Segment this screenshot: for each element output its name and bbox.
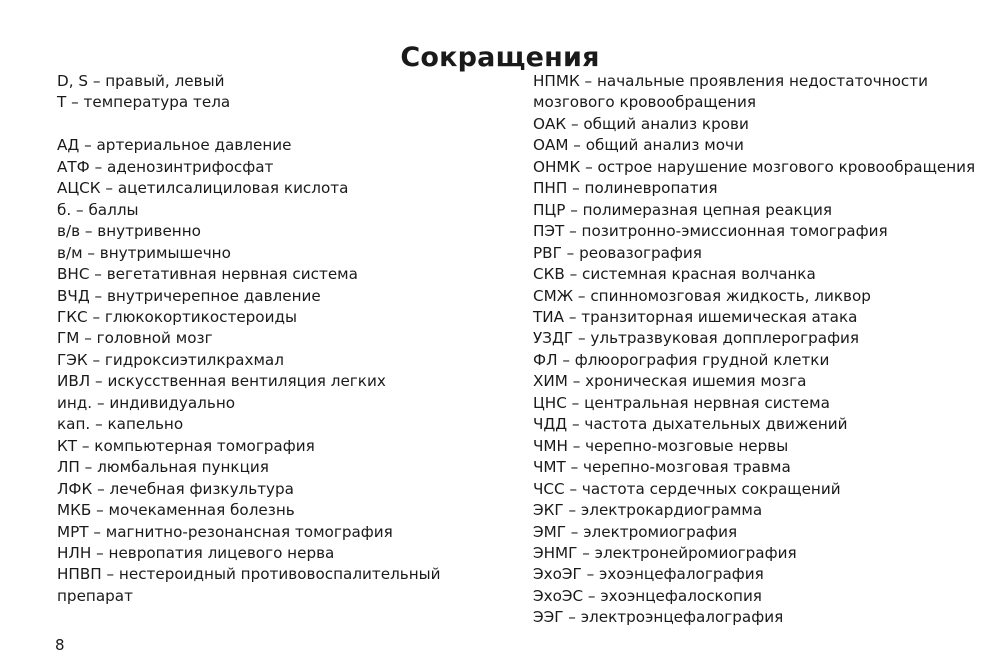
abbreviation-entry: ИВЛ – искусственная вентиляция легких bbox=[57, 372, 386, 391]
abbreviation-entry: НПМК – начальные проявления недостаточности bbox=[533, 72, 928, 90]
abbreviation-entry: ЛП – люмбальная пункция bbox=[57, 458, 269, 477]
abbreviation-entry: ОАК – общий анализ крови bbox=[533, 114, 749, 133]
abbreviation-entry: ГКС – глюкокортикостероиды bbox=[57, 307, 297, 326]
abbreviation-entry: ЛФК – лечебная физкультура bbox=[57, 479, 294, 498]
blank-line bbox=[57, 114, 477, 135]
abbreviation-entry: ЭЭГ – электроэнцефалография bbox=[533, 608, 784, 627]
abbreviation-entry: НЛН – невропатия лицевого нерва bbox=[57, 543, 335, 562]
abbreviation-entry: ЧСС – частота сердечных сокращений bbox=[533, 479, 841, 498]
abbreviation-entry: ЧМН – черепно-мозговые нервы bbox=[533, 436, 789, 455]
abbreviation-entry: ГЭК – гидроксиэтилкрахмал bbox=[57, 350, 284, 369]
abbreviation-entry: ЭхоЭС – эхоэнцефалоскопия bbox=[533, 586, 762, 605]
left-abbreviation-column bbox=[57, 71, 477, 607]
abbreviation-entry: ЭНМГ – электронейромиография bbox=[533, 543, 797, 562]
abbreviation-entry: D, S – правый, левый bbox=[57, 72, 225, 90]
page-title: Сокращения bbox=[400, 42, 600, 74]
abbreviation-entry: ОАМ – общий анализ мочи bbox=[533, 136, 744, 155]
abbreviation-entry: АТФ – аденозинтрифосфат bbox=[57, 157, 274, 176]
abbreviation-entry: ЦНС – центральная нервная система bbox=[533, 393, 830, 412]
abbreviation-entry: ЭМГ – электромиография bbox=[533, 522, 738, 541]
abbreviation-entry: СМЖ – спинномозговая жидкость, ликвор bbox=[533, 286, 871, 305]
abbreviation-entry: АД – артериальное давление bbox=[57, 136, 292, 155]
abbreviation-entry: РВГ – реовазография bbox=[533, 243, 702, 262]
abbreviation-entry: ЧДД – частота дыхательных движений bbox=[533, 415, 848, 434]
abbreviation-entry: ЭКГ – электрокардиограмма bbox=[533, 501, 763, 520]
abbreviation-entry: НПВП – нестероидный противовоспалительный bbox=[57, 565, 441, 584]
abbreviation-entry: в/в – внутривенно bbox=[57, 222, 201, 241]
abbreviation-entry: кап. – капельно bbox=[57, 415, 184, 434]
abbreviation-entry: мозгового кровообращения bbox=[533, 93, 756, 112]
abbreviation-entry: ХИМ – хроническая ишемия мозга bbox=[533, 372, 807, 391]
abbreviation-entry: ФЛ – флюорография грудной клетки bbox=[533, 350, 830, 369]
right-abbreviation-column bbox=[533, 71, 983, 629]
abbreviation-entry: ЭхоЭГ – эхоэнцефалография bbox=[533, 565, 764, 584]
abbreviation-entry: ПЭТ – позитронно-эмиссионная томография bbox=[533, 222, 888, 241]
abbreviation-entry: МКБ – мочекаменная болезнь bbox=[57, 501, 295, 520]
abbreviation-entry: КТ – компьютерная томография bbox=[57, 436, 315, 455]
abbreviation-entry: ГМ – головной мозг bbox=[57, 329, 213, 348]
abbreviation-entry: T – температура тела bbox=[57, 93, 231, 112]
page-number: 8 bbox=[55, 636, 65, 654]
abbreviation-entry: ЧМТ – черепно-мозговая травма bbox=[533, 458, 791, 477]
abbreviation-entry: ВНС – вегетативная нервная система bbox=[57, 265, 358, 284]
abbreviation-entry: ПНП – полиневропатия bbox=[533, 179, 718, 198]
abbreviation-entry: препарат bbox=[57, 586, 133, 605]
abbreviation-entry: ТИА – транзиторная ишемическая атака bbox=[533, 307, 858, 326]
abbreviation-entry: в/м – внутримышечно bbox=[57, 243, 231, 262]
abbreviation-entry: МРТ – магнитно-резонансная томография bbox=[57, 522, 393, 541]
abbreviation-entry: б. – баллы bbox=[57, 200, 139, 219]
abbreviation-entry: ВЧД – внутричерепное давление bbox=[57, 286, 321, 305]
abbreviation-entry: СКВ – системная красная волчанка bbox=[533, 265, 816, 284]
abbreviation-entry: АЦСК – ацетилсалициловая кислота bbox=[57, 179, 349, 198]
abbreviation-entry: УЗДГ – ультразвуковая допплерография bbox=[533, 329, 860, 348]
abbreviation-entry: ПЦР – полимеразная цепная реакция bbox=[533, 200, 833, 219]
abbreviation-entry: ОНМК – острое нарушение мозгового кровообращения bbox=[533, 157, 976, 176]
abbreviation-entry: инд. – индивидуально bbox=[57, 393, 236, 412]
